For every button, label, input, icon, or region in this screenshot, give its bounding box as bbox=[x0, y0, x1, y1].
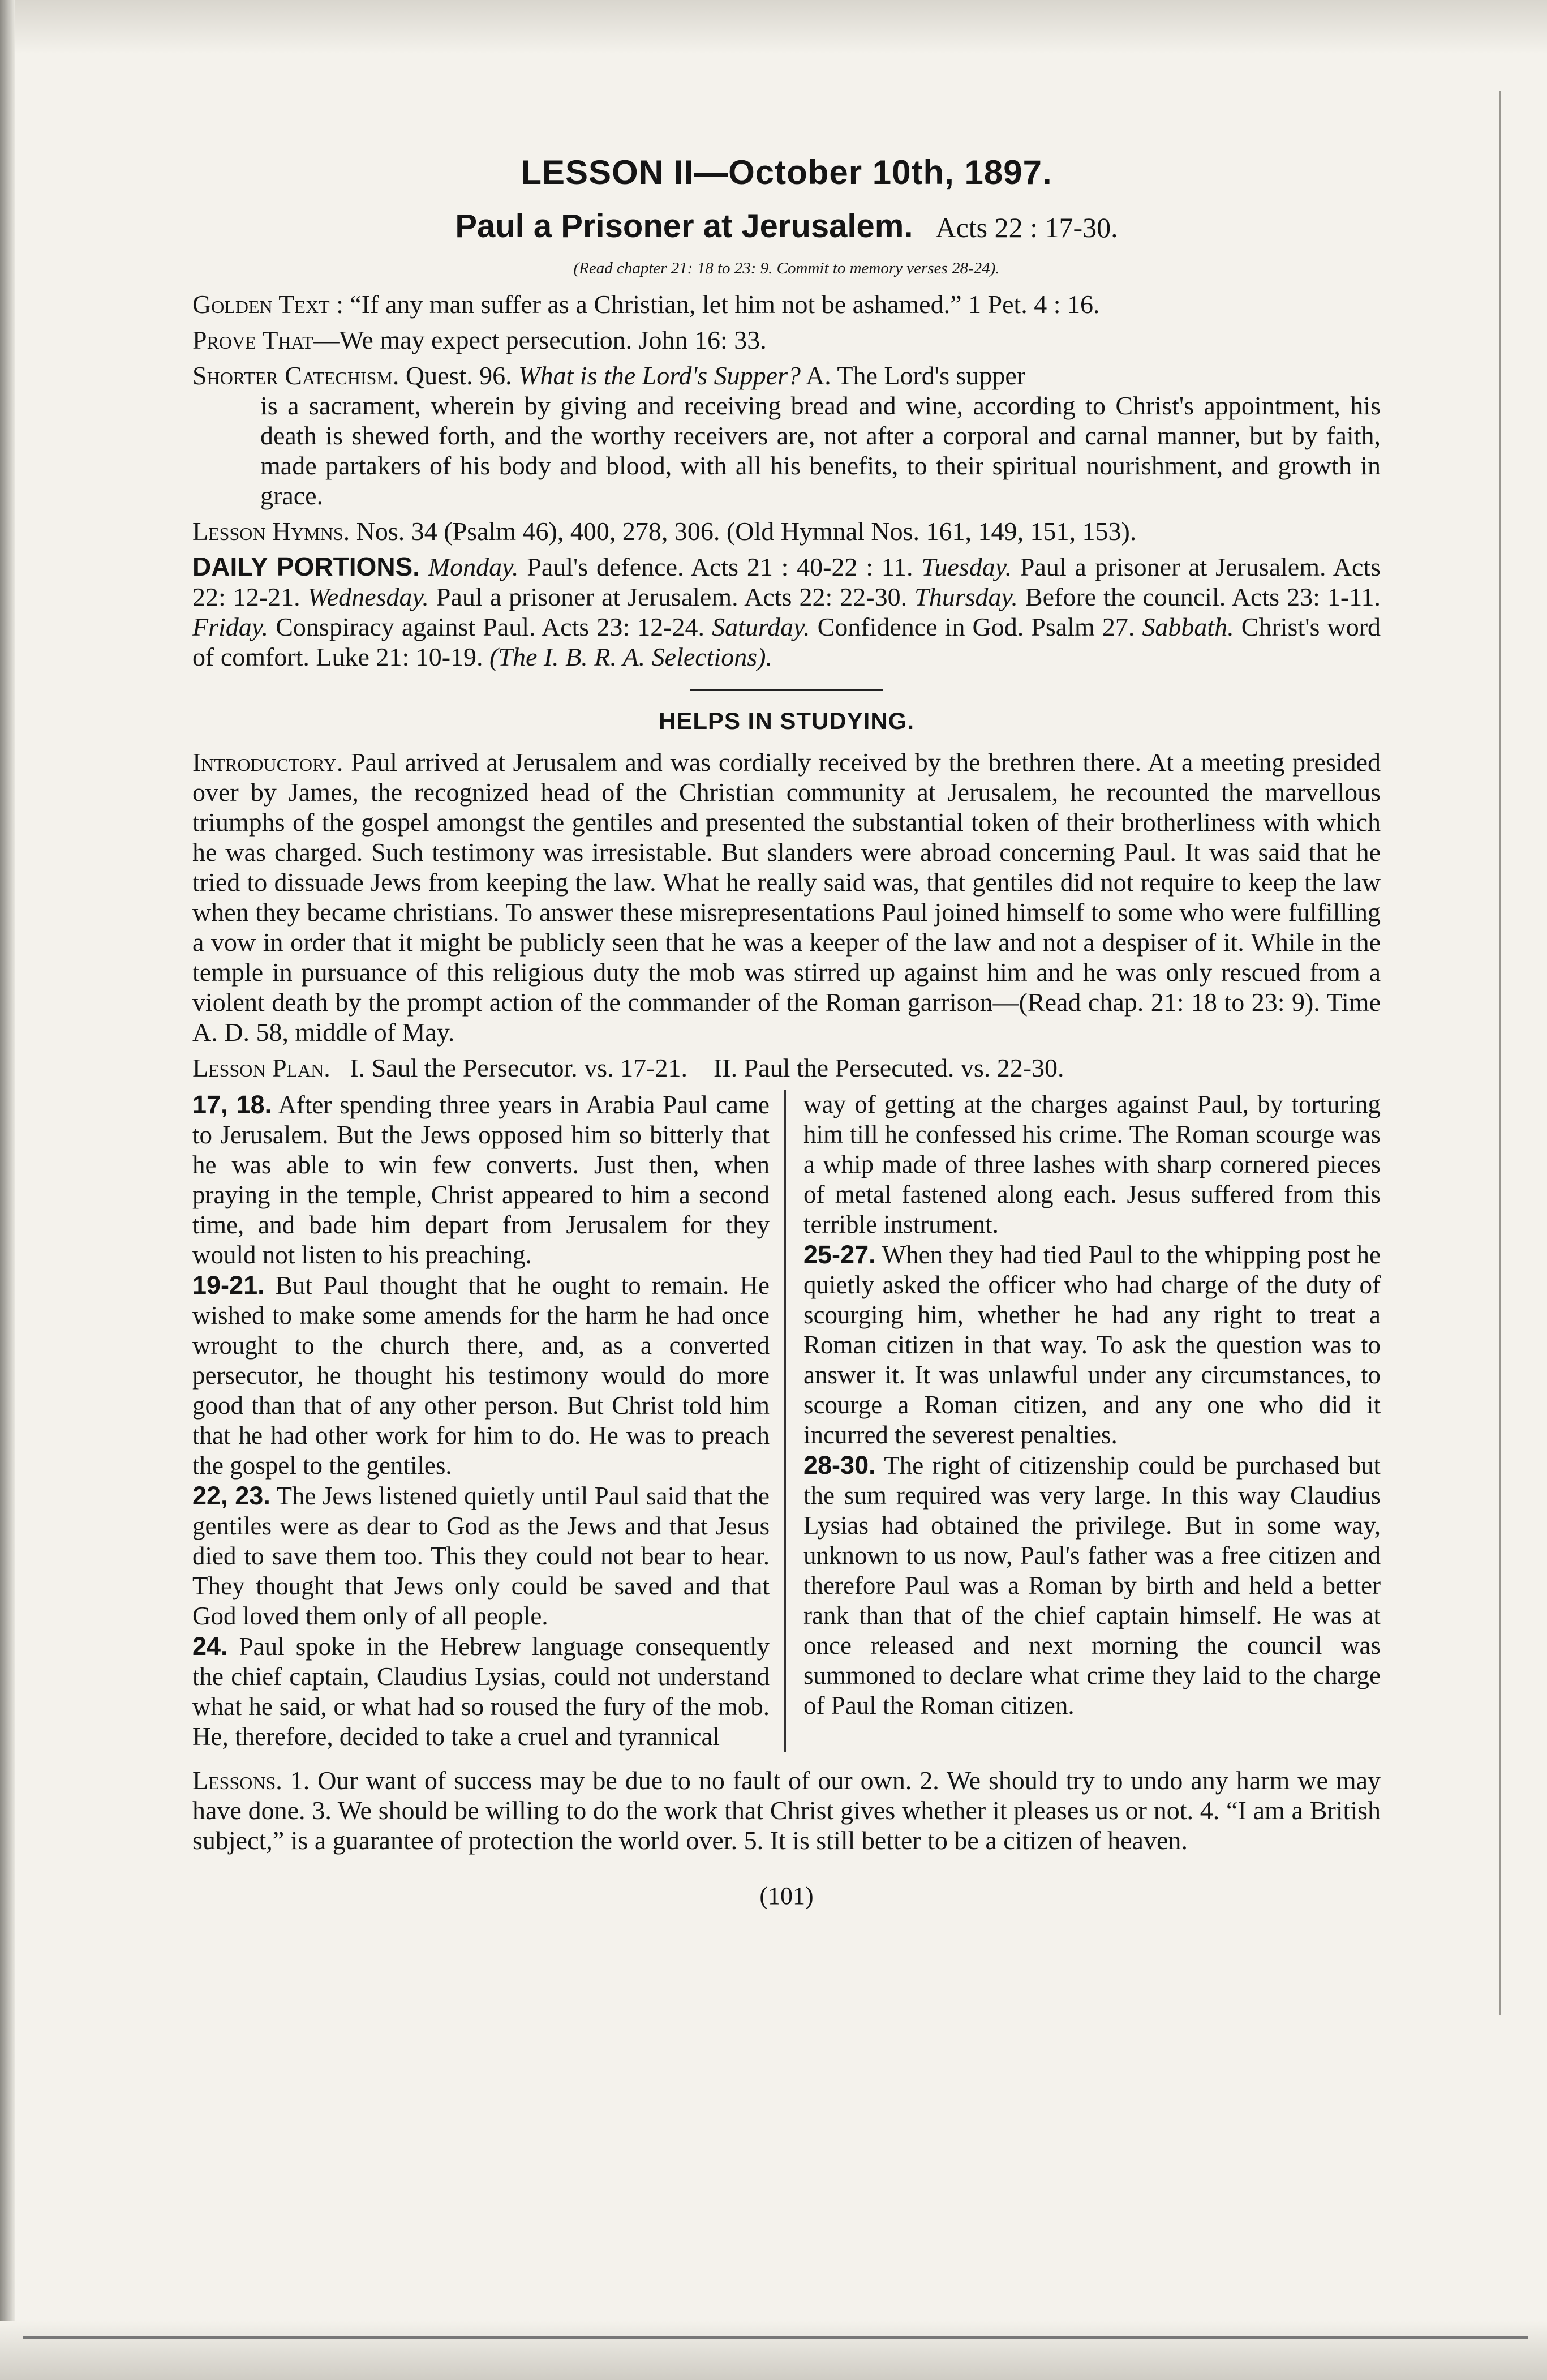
verse-number: 28-30. bbox=[803, 1451, 876, 1480]
scan-left-edge bbox=[0, 0, 15, 2380]
lessons-label: Lessons. bbox=[192, 1766, 282, 1795]
commentary-right-column bbox=[798, 1090, 1381, 1752]
reading-thursday: Before the council. Acts 23: 1-11. bbox=[1025, 582, 1381, 611]
helps-heading: HELPS IN STUDYING. bbox=[658, 707, 915, 734]
reading-tuesday: Paul a prisoner at Jerusalem. Acts 22: 12-21. bbox=[192, 552, 1381, 611]
lesson-hymns-label: Lesson Hymns. bbox=[192, 517, 350, 546]
golden-text-label: Golden Text : bbox=[192, 290, 343, 319]
day-sabbath: Sabbath. bbox=[1142, 612, 1234, 641]
comment-text: After spending three years in Arabia Paul came to Jerusalem. But the Jews opposed him so bitterly that he was able to win few converts. Just then, when praying in the temple, Christ appeared to him a second time, and bade him depart from Jerusalem for they would not listen to his preaching. bbox=[192, 1091, 770, 1269]
verse-number: 19-21. bbox=[192, 1271, 265, 1300]
catechism-answer: is a sacrament, wherein by giving and receiving bread and wine, according to Christ's appointment, his death is shewed forth, and the worthy receivers are, not after a corporal and carnal manner, but by faith, made partakers of his body and blood, with all his benefits, to their spiritual nourishment, and growth in grace. bbox=[260, 391, 1381, 510]
comment-text: The right of citizenship could be purchased but the sum required was very large. In this way Claudius Lysias had obtained the privilege. But in some way, unknown to us now, Paul's father was a free citizen and therefore Paul was a Roman by birth and held a better rank than that of the chief captain himself. He was at once released and next morning the council was summoned to declare what crime they laid to the charge of Paul the Roman citizen. bbox=[803, 1451, 1381, 1719]
prove-that-label: Prove That— bbox=[192, 325, 340, 354]
scan-bottom-edge bbox=[0, 2321, 1547, 2380]
verse-number: 17, 18. bbox=[192, 1090, 272, 1119]
day-tuesday: Tuesday. bbox=[921, 552, 1012, 581]
lessons bbox=[192, 1765, 1381, 1855]
comment-paragraph bbox=[192, 1481, 770, 1631]
verse-number: 22, 23. bbox=[192, 1481, 270, 1510]
section-divider bbox=[690, 689, 883, 691]
lesson-hymns-text: Nos. 34 (Psalm 46), 400, 278, 306. (Old Hymnal Nos. 161, 149, 151, 153). bbox=[356, 517, 1137, 546]
catechism bbox=[192, 361, 1381, 511]
scan-top-edge bbox=[0, 0, 1547, 54]
comment-text: way of getting at the charges against Paul, by torturing him till he confessed his crime. The Roman scourge was a whip made of three lashes with sharp cornered pieces of metal fastened along each. Jesus suffered from this terrible instrument. bbox=[803, 1090, 1381, 1238]
lesson-plan-part-1: I. Saul the Persecutor. vs. 17-21. bbox=[350, 1053, 687, 1082]
day-wednesday: Wednesday. bbox=[307, 582, 429, 611]
comment-paragraph bbox=[803, 1090, 1381, 1240]
lesson-plan-part-2: II. Paul the Persecuted. vs. 22-30. bbox=[713, 1053, 1064, 1082]
comment-paragraph bbox=[192, 1090, 770, 1270]
comment-paragraph bbox=[803, 1450, 1381, 1721]
catechism-label: Shorter Catechism. bbox=[192, 361, 399, 390]
comment-paragraph bbox=[192, 1631, 770, 1752]
lesson-scripture: Acts 22 : 17-30. bbox=[935, 212, 1118, 243]
day-thursday: Thursday. bbox=[914, 582, 1018, 611]
lessons-text: 1. Our want of success may be due to no fault of our own. 2. We should try to undo any harm we may have done. 3. We should be willing to do the work that Christ gives whether it pleases us or not. 4. “I am a British subject,” is a guarantee of protection the world over. 5. It is still better to be a citizen of heaven. bbox=[192, 1766, 1381, 1855]
day-saturday: Saturday. bbox=[712, 612, 810, 641]
daily-portions bbox=[192, 552, 1381, 672]
ibra-selections: (The I. B. R. A. Selections). bbox=[489, 642, 772, 671]
lesson-plan-label: Lesson Plan. bbox=[192, 1053, 330, 1082]
comment-paragraph bbox=[803, 1240, 1381, 1450]
reading-monday: Paul's defence. Acts 21 : 40-22 : 11. bbox=[527, 552, 913, 581]
introductory bbox=[192, 747, 1381, 1047]
daily-portions-label: DAILY PORTIONS. bbox=[192, 552, 420, 581]
prove-that bbox=[192, 325, 1381, 355]
comment-text: Paul spoke in the Hebrew language consequently the chief captain, Claudius Lysias, could not understand what he said, or what had so roused the fury of the mob. He, therefore, decided to take a cruel and tyrannical bbox=[192, 1632, 770, 1751]
scan-bottom-rule bbox=[23, 2336, 1528, 2339]
comment-text: But Paul thought that he ought to remain. He wished to make some amends for the harm he had once wrought to the church there, and, as a converted persecutor, he thought his testimony would do more good than that of any other person. But Christ told him that he had other work for him to do. He was to preach the gospel to the gentiles. bbox=[192, 1271, 770, 1480]
introductory-text: Paul arrived at Jerusalem and was cordially received by the brethren there. At a meeting presided over by James, the recognized head of the Christian community at Jerusalem, he recounted the marvellous triumphs of the gospel amongst the gentiles and presented the substantial token of their brotherliness with which he was charged. Such testimony was irresistable. But slanders were abroad concerning Paul. It was said that he tried to dissuade Jews from keeping the law. What he really said was, that gentiles did not require to keep the law when they became christians. To answer these misrepresentations Paul joined himself to some who were fulfilling a vow in order that it might be publicly seen that he was a keeper of the law and not a despiser of it. While in the temple in pursuance of this religious duty the mob was stirred up against him and he was only rescued from a violent death by the prompt action of the commander of the Roman garrison—(Read chap. 21: 18 to 23: 9). Time A. D. 58, middle of May. bbox=[192, 748, 1381, 1047]
catechism-question: What is the Lord's Supper? bbox=[518, 361, 801, 390]
reading-saturday: Confidence in God. Psalm 27. bbox=[817, 612, 1135, 641]
day-monday: Monday. bbox=[428, 552, 519, 581]
day-friday: Friday. bbox=[192, 612, 269, 641]
prove-that-text: We may expect persecution. John 16: 33. bbox=[339, 325, 767, 354]
commentary-columns bbox=[192, 1090, 1381, 1752]
page-number: (101) bbox=[759, 1882, 814, 1910]
golden-text-ref: 1 Pet. 4 : 16. bbox=[968, 290, 1100, 319]
lesson-title: LESSON II—October 10th, 1897. bbox=[521, 153, 1052, 191]
reading-sabbath: Christ's word of comfort. Luke 21: 10-19. bbox=[192, 612, 1381, 671]
introductory-label: Introductory. bbox=[192, 748, 343, 777]
verse-number: 24. bbox=[192, 1632, 228, 1661]
golden-text bbox=[192, 289, 1381, 319]
commentary-left-column bbox=[192, 1090, 786, 1752]
reading-friday: Conspiracy against Paul. Acts 23: 12-24. bbox=[276, 612, 705, 641]
reading-wednesday: Paul a prisoner at Jerusalem. Acts 22: 22-30. bbox=[436, 582, 908, 611]
comment-text: The Jews listened quietly until Paul said that the gentiles were as dear to God as the Jews and that Jesus died to save them too. This they could not bear to hear. They thought that Jews only could be saved and that God loved them only of all people. bbox=[192, 1482, 770, 1630]
verse-number: 25-27. bbox=[803, 1240, 876, 1269]
comment-text: When they had tied Paul to the whipping post he quietly asked the officer who had charge of the duty of scourging him, whether he had any right to treat a Roman citizen in that way. To ask the question was to answer it. It was unlawful under any circumstances, to scourge a Roman citizen, and any one who did it incurred the severest penalties. bbox=[803, 1241, 1381, 1449]
golden-text-quote: “If any man suffer as a Christian, let him not be ashamed.” bbox=[350, 290, 962, 319]
comment-paragraph bbox=[192, 1270, 770, 1481]
page-content bbox=[192, 153, 1381, 1910]
lesson-hymns bbox=[192, 516, 1381, 546]
lesson-subject: Paul a Prisoner at Jerusalem. bbox=[455, 208, 913, 245]
catechism-answer-first: The Lord's supper bbox=[837, 361, 1026, 390]
catechism-question-number: Quest. 96. bbox=[405, 361, 512, 390]
scan-right-rule bbox=[1499, 91, 1501, 2015]
catechism-answer-label: A. bbox=[805, 361, 831, 390]
reading-note: (Read chapter 21: 18 to 23: 9. Commit to memory verses 28-24). bbox=[573, 259, 1000, 277]
lesson-subject-line bbox=[192, 205, 1381, 256]
lesson-plan bbox=[192, 1053, 1381, 1083]
